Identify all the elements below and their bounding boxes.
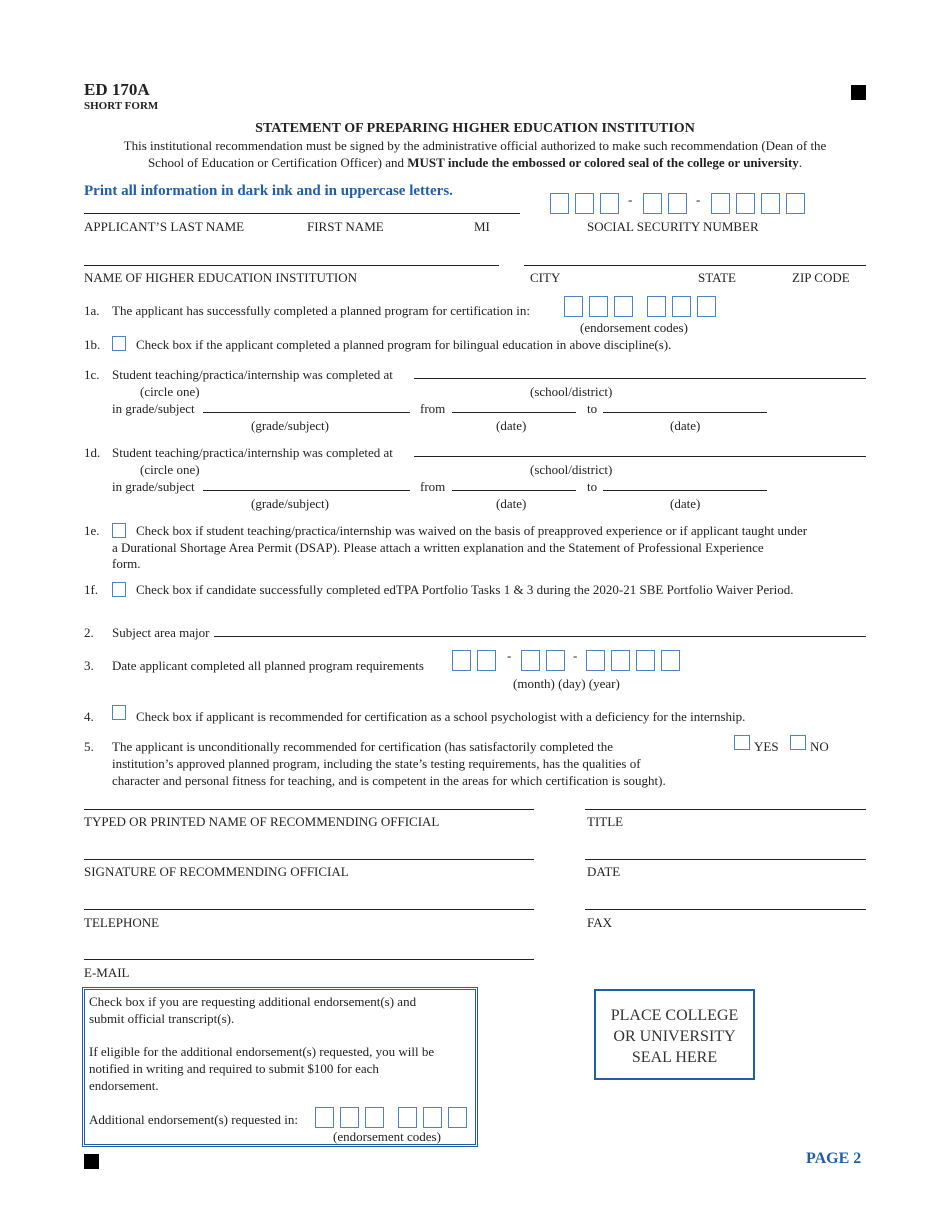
ssn-digit-box[interactable] xyxy=(668,193,687,214)
item-1c-school-line[interactable] xyxy=(414,378,866,379)
intro-line2-bold: MUST include the embossed or colored seal of the college or university xyxy=(407,155,799,170)
official-date-label: DATE xyxy=(587,864,621,879)
item-1d-to-date-line[interactable] xyxy=(603,490,767,491)
zip-label: ZIP CODE xyxy=(792,270,850,285)
endorsement-code-box[interactable] xyxy=(672,296,691,317)
signature-line[interactable] xyxy=(84,859,534,860)
item-1f-text: Check box if candidate successfully completed edTPA Portfolio Tasks 1 & 3 during the 2020-21 SBE Portfolio Waiver Period. xyxy=(136,582,794,597)
item-2-number: 2. xyxy=(84,625,94,640)
seal-line2: OR UNIVERSITY xyxy=(613,1028,736,1045)
no-checkbox[interactable] xyxy=(790,735,806,750)
additional-p2-line3: endorsement. xyxy=(89,1078,159,1093)
last-name-label: APPLICANT’S LAST NAME xyxy=(84,219,245,234)
item-1d-text: Student teaching/practica/internship was completed at xyxy=(112,445,393,460)
item-4-text: Check box if applicant is recommended for certification as a school psychologist with a deficiency for the internship. xyxy=(136,709,746,724)
item-1d-number: 1d. xyxy=(84,445,101,460)
additional-code-box[interactable] xyxy=(423,1107,442,1128)
intro-line2-end: . xyxy=(798,155,803,170)
to-label: to xyxy=(587,479,598,494)
ssn-digit-box[interactable] xyxy=(761,193,780,214)
official-title-line[interactable] xyxy=(585,809,866,810)
item-1c-to-date-line[interactable] xyxy=(603,412,767,413)
institution-address-line[interactable] xyxy=(524,265,866,266)
mi-label: MI xyxy=(474,219,490,234)
ink-instruction: Print all information in dark ink and in uppercase letters. xyxy=(84,183,453,199)
additional-p2-line1: If eligible for the additional endorsement(s) requested, you will be xyxy=(89,1044,435,1059)
intro-line2-start: School of Education or Certification Officer) and xyxy=(147,155,408,170)
additional-code-box[interactable] xyxy=(315,1107,334,1128)
completion-year-box[interactable] xyxy=(636,650,655,671)
additional-code-box[interactable] xyxy=(398,1107,417,1128)
item-1a-text: The applicant has successfully completed a planned program for certification in: xyxy=(112,303,531,318)
completion-year-box[interactable] xyxy=(586,650,605,671)
item-1e-number: 1e. xyxy=(84,523,100,538)
fax-label: FAX xyxy=(587,915,613,930)
completion-day-box[interactable] xyxy=(521,650,540,671)
additional-p2-line2: notified in writing and required to submit $100 for each xyxy=(89,1061,379,1076)
grade-subject-caption: (grade/subject) xyxy=(251,418,329,433)
item-1c-from-date-line[interactable] xyxy=(452,412,576,413)
first-name-label: FIRST NAME xyxy=(307,219,384,234)
official-title-label: TITLE xyxy=(587,814,624,829)
ssn-digit-box[interactable] xyxy=(736,193,755,214)
bilingual-checkbox[interactable] xyxy=(112,336,126,351)
additional-p1-line1: Check box if you are requesting additional endorsement(s) and xyxy=(89,994,417,1009)
item-1e-line2: a Durational Shortage Area Permit (DSAP). Please attach a written explanation and the Statement of Professional Experience xyxy=(112,540,764,555)
endorsement-code-box[interactable] xyxy=(647,296,666,317)
item-3-text: Date applicant completed all planned program requirements xyxy=(112,658,424,673)
item-1b-number: 1b. xyxy=(84,337,101,352)
ssn-dash: - xyxy=(696,192,701,207)
email-label: E-MAIL xyxy=(84,965,130,980)
institution-name-label: NAME OF HIGHER EDUCATION INSTITUTION xyxy=(84,270,357,285)
school-district-caption: (school/district) xyxy=(530,384,613,399)
in-grade-subject-label: in grade/subject xyxy=(112,401,195,416)
date-dash: - xyxy=(573,648,578,663)
item-1d-from-date-line[interactable] xyxy=(452,490,576,491)
page-number: PAGE 2 xyxy=(806,1150,862,1167)
additional-code-box[interactable] xyxy=(365,1107,384,1128)
completion-year-box[interactable] xyxy=(661,650,680,671)
item-4-number: 4. xyxy=(84,709,94,724)
email-line[interactable] xyxy=(84,959,534,960)
ssn-digit-box[interactable] xyxy=(786,193,805,214)
additional-codes-caption: (endorsement codes) xyxy=(333,1129,441,1144)
school-district-caption: (school/district) xyxy=(530,462,613,477)
ssn-digit-box[interactable] xyxy=(600,193,619,214)
grade-subject-caption: (grade/subject) xyxy=(251,496,329,511)
form-id: ED 170A xyxy=(84,80,150,99)
edtpa-checkbox[interactable] xyxy=(112,582,126,597)
item-1e-line3: form. xyxy=(112,556,141,571)
telephone-label: TELEPHONE xyxy=(84,915,160,930)
item-1c-number: 1c. xyxy=(84,367,100,382)
applicant-name-line[interactable] xyxy=(84,213,520,214)
endorsement-codes-caption: (endorsement codes) xyxy=(580,320,688,335)
state-label: STATE xyxy=(698,270,736,285)
ssn-digit-box[interactable] xyxy=(550,193,569,214)
date-format-caption: (month) (day) (year) xyxy=(513,676,620,691)
seal-line3: SEAL HERE xyxy=(631,1049,718,1066)
item-1d-school-line[interactable] xyxy=(414,456,866,457)
in-grade-subject-label: in grade/subject xyxy=(112,479,195,494)
completion-day-box[interactable] xyxy=(546,650,565,671)
item-3-number: 3. xyxy=(84,658,94,673)
official-name-label: TYPED OR PRINTED NAME OF RECOMMENDING OFFICIAL xyxy=(84,814,440,829)
registration-mark-top xyxy=(851,85,866,100)
fax-line[interactable] xyxy=(585,909,866,910)
from-date-caption: (date) xyxy=(496,418,527,433)
to-date-caption: (date) xyxy=(670,418,701,433)
item-1a-number: 1a. xyxy=(84,303,100,318)
item-1f-number: 1f. xyxy=(84,582,99,597)
item-1e-line1: Check box if student teaching/practica/internship was waived on the basis of preapproved experience or if applicant taught under xyxy=(136,523,808,538)
date-line[interactable] xyxy=(585,859,866,860)
endorsement-code-box[interactable] xyxy=(697,296,716,317)
telephone-line[interactable] xyxy=(84,909,534,910)
official-name-line[interactable] xyxy=(84,809,534,810)
ssn-digit-box[interactable] xyxy=(575,193,594,214)
to-date-caption: (date) xyxy=(670,496,701,511)
circle-one-caption: (circle one) xyxy=(140,384,200,399)
registration-mark-bottom xyxy=(84,1154,99,1169)
endorsement-code-box[interactable] xyxy=(589,296,608,317)
item-1c-text: Student teaching/practica/internship was completed at xyxy=(112,367,393,382)
form-type: SHORT FORM xyxy=(84,100,159,112)
item-5-line3: character and personal fitness for teaching, and is competent in the areas for which certification is sought). xyxy=(112,773,666,788)
yes-checkbox[interactable] xyxy=(734,735,750,750)
item-1c-grade-line[interactable] xyxy=(203,412,410,413)
completion-month-box[interactable] xyxy=(477,650,496,671)
city-label: CITY xyxy=(530,270,561,285)
additional-p1-line2: submit official transcript(s). xyxy=(89,1011,235,1026)
date-dash: - xyxy=(507,648,512,663)
intro-line2 xyxy=(0,155,950,171)
endorsement-code-box[interactable] xyxy=(614,296,633,317)
item-5-line2: institution’s approved planned program, including the state’s testing requirements, has the qualities of xyxy=(112,756,641,771)
institution-name-line[interactable] xyxy=(84,265,499,266)
to-label: to xyxy=(587,401,598,416)
from-label: from xyxy=(420,401,446,416)
endorsement-code-box[interactable] xyxy=(564,296,583,317)
from-date-caption: (date) xyxy=(496,496,527,511)
ssn-dash: - xyxy=(628,192,633,207)
waived-checkbox[interactable] xyxy=(112,523,126,538)
item-5-line1: The applicant is unconditionally recommended for certification (has satisfactorily completed the xyxy=(112,739,614,754)
additional-code-box[interactable] xyxy=(340,1107,359,1128)
circle-one-caption: (circle one) xyxy=(140,462,200,477)
ssn-label: SOCIAL SECURITY NUMBER xyxy=(587,219,759,234)
signature-label: SIGNATURE OF RECOMMENDING OFFICIAL xyxy=(84,864,349,879)
yes-label: YES xyxy=(754,739,779,754)
from-label: from xyxy=(420,479,446,494)
additional-requested-label: Additional endorsement(s) requested in: xyxy=(89,1112,299,1127)
page-title: STATEMENT OF PREPARING HIGHER EDUCATION INSTITUTION xyxy=(255,121,695,136)
subject-area-label: Subject area major xyxy=(112,625,210,640)
no-label: NO xyxy=(810,739,829,754)
ssn-digit-box[interactable] xyxy=(643,193,662,214)
item-1d-grade-line[interactable] xyxy=(203,490,410,491)
completion-month-box[interactable] xyxy=(452,650,471,671)
ssn-digit-box[interactable] xyxy=(711,193,730,214)
item-5-number: 5. xyxy=(84,739,94,754)
seal-line1: PLACE COLLEGE xyxy=(610,1007,739,1024)
psychologist-checkbox[interactable] xyxy=(112,705,126,720)
seal-placeholder xyxy=(594,989,755,1080)
item-1b-text: Check box if the applicant completed a planned program for bilingual education in above discipline(s). xyxy=(136,337,672,352)
completion-year-box[interactable] xyxy=(611,650,630,671)
subject-area-line[interactable] xyxy=(214,636,866,637)
intro-line1: This institutional recommendation must be signed by the administrative official authorized to make such recommendation (Dean of the xyxy=(123,138,827,153)
additional-code-box[interactable] xyxy=(448,1107,467,1128)
